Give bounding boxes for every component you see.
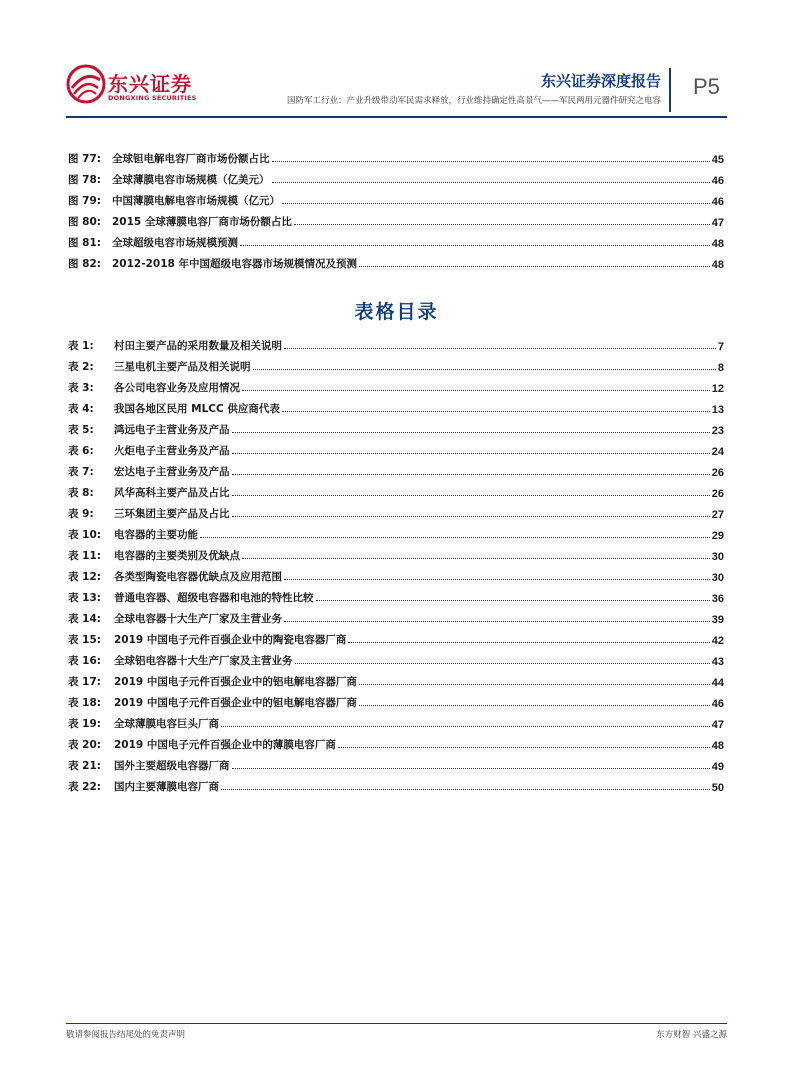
toc-entry[interactable]: [68, 731, 724, 752]
toc-entry-number: 表 21:: [68, 760, 101, 772]
toc-entry-number: 表 22:: [68, 781, 101, 793]
toc-entry-title: 火炬电子主营业务及产品: [114, 445, 230, 457]
toc-entry-title: 三环集团主要产品及占比: [114, 508, 230, 520]
toc-entry-title: 电容器的主要功能: [114, 529, 198, 541]
toc-entry[interactable]: [68, 626, 724, 647]
toc-entry-title: 全球超级电容市场规模预测: [112, 237, 238, 249]
toc-leader-dots: [284, 579, 710, 580]
toc-entry-number: 表 8:: [68, 487, 94, 499]
toc-leader-dots: [359, 705, 710, 706]
toc-entry-number: 表 5:: [68, 424, 94, 436]
toc-entry-title: 鸿远电子主营业务及产品: [114, 424, 230, 436]
toc-entry[interactable]: [68, 229, 724, 250]
toc-entry[interactable]: [68, 208, 724, 229]
toc-entry-page: 29: [711, 530, 724, 542]
toc-entry[interactable]: [68, 332, 724, 353]
toc-entry[interactable]: [68, 584, 724, 605]
logo-text-en: DONGXING SECURITIES: [108, 94, 197, 102]
toc-entry-number: 图 77:: [68, 153, 101, 165]
toc-entry-number: 表 9:: [68, 508, 94, 520]
toc-leader-dots: [232, 432, 710, 433]
toc-entry-page: 46: [711, 698, 724, 710]
toc-entry-number: 表 6:: [68, 445, 94, 457]
report-title: 东兴证券深度报告: [540, 72, 661, 90]
toc-entry-number: 表 4:: [68, 403, 94, 415]
toc-entry-number: 表 10:: [68, 529, 101, 541]
toc-entry-page: 45: [711, 154, 724, 166]
footer-slogan: 东方财智 兴盛之源: [656, 1030, 727, 1040]
toc-entry-title: 2012-2018 年中国超级电容器市场规模情况及预测: [112, 258, 357, 270]
toc-entry-page: 46: [711, 175, 724, 187]
toc-leader-dots: [272, 161, 710, 162]
toc-leader-dots: [294, 224, 710, 225]
toc-leader-dots: [221, 789, 710, 790]
toc-leader-dots: [316, 600, 710, 601]
toc-entry-title: 我国各地区民用 MLCC 供应商代表: [114, 403, 280, 415]
toc-leader-dots: [359, 266, 710, 267]
toc-entry-number: 图 80:: [68, 216, 101, 228]
toc-entry-title: 全球薄膜电容市场规模（亿美元）: [112, 174, 270, 186]
toc-entry[interactable]: [68, 689, 724, 710]
header-rule: [66, 116, 727, 118]
section-title: 表格目录: [354, 301, 439, 323]
logo-text-cn: 东兴证券: [108, 72, 192, 96]
toc-entry-title: 2019 中国电子元件百强企业中的钽电解电容器厂商: [114, 697, 357, 709]
toc-entry-page: 44: [711, 677, 724, 689]
footer-rule: [66, 1023, 727, 1024]
toc-entry[interactable]: [68, 710, 724, 731]
toc-entry-number: 表 2:: [68, 361, 94, 373]
toc-entry-number: 表 16:: [68, 655, 101, 667]
toc-entry-title: 国内主要薄膜电容厂商: [114, 781, 219, 793]
toc-entry-title: 三星电机主要产品及相关说明: [114, 361, 251, 373]
toc-leader-dots: [282, 411, 710, 412]
toc-entry[interactable]: [68, 250, 724, 271]
toc-entry-number: 表 3:: [68, 382, 94, 394]
toc-entry-page: 24: [711, 446, 724, 458]
toc-entry-number: 图 81:: [68, 237, 101, 249]
report-subtitle: 国防军工行业：产业升级带动军民需求释放，行业维持确定性高景气——军民两用元器件研究之电容: [286, 96, 661, 106]
toc-leader-dots: [242, 558, 710, 559]
figure-toc: [68, 145, 724, 271]
toc-entry[interactable]: [68, 752, 724, 773]
toc-entry-title: 2015 全球薄膜电容厂商市场份额占比: [112, 216, 292, 228]
toc-entry-title: 2019 中国电子元件百强企业中的薄膜电容厂商: [114, 739, 336, 751]
toc-entry-number: 表 14:: [68, 613, 101, 625]
toc-entry-page: 42: [711, 635, 724, 647]
toc-leader-dots: [284, 348, 716, 349]
table-toc: [68, 332, 724, 794]
toc-entry[interactable]: [68, 647, 724, 668]
company-logo: [66, 64, 206, 108]
toc-entry-title: 村田主要产品的采用数量及相关说明: [114, 340, 282, 352]
toc-entry[interactable]: [68, 145, 724, 166]
toc-entry[interactable]: [68, 416, 724, 437]
toc-entry-page: 48: [711, 740, 724, 752]
toc-leader-dots: [284, 621, 710, 622]
toc-leader-dots: [272, 182, 710, 183]
toc-entry[interactable]: [68, 353, 724, 374]
toc-entry-page: 50: [711, 782, 724, 794]
toc-entry[interactable]: [68, 542, 724, 563]
toc-entry-page: 36: [711, 593, 724, 605]
toc-entry-page: 8: [717, 362, 724, 374]
toc-entry[interactable]: [68, 374, 724, 395]
header-divider: [669, 68, 671, 112]
toc-leader-dots: [282, 203, 710, 204]
toc-leader-dots: [240, 245, 710, 246]
toc-leader-dots: [232, 495, 710, 496]
toc-entry-number: 表 19:: [68, 718, 101, 730]
logo-emblem-icon: [66, 64, 106, 104]
toc-entry-number: 表 7:: [68, 466, 94, 478]
page-number: P5: [693, 74, 720, 99]
toc-entry-page: 7: [717, 341, 724, 353]
toc-entry-number: 表 1:: [68, 340, 94, 352]
toc-entry-number: 图 78:: [68, 174, 101, 186]
toc-entry-title: 2019 中国电子元件百强企业中的陶瓷电容器厂商: [114, 634, 347, 646]
toc-entry[interactable]: [68, 668, 724, 689]
toc-entry-title: 全球铝电容器十大生产厂家及主营业务: [114, 655, 293, 667]
toc-leader-dots: [242, 390, 710, 391]
toc-leader-dots: [232, 768, 710, 769]
toc-entry-title: 全球钽电解电容厂商市场份额占比: [112, 153, 270, 165]
toc-entry-page: 23: [711, 425, 724, 437]
toc-entry-page: 30: [711, 551, 724, 563]
toc-leader-dots: [295, 663, 710, 664]
toc-leader-dots: [232, 516, 710, 517]
toc-entry[interactable]: [68, 500, 724, 521]
toc-entry-title: 2019 中国电子元件百强企业中的铝电解电容器厂商: [114, 676, 357, 688]
toc-entry-number: 表 13:: [68, 592, 101, 604]
toc-leader-dots: [359, 684, 710, 685]
toc-leader-dots: [200, 537, 710, 538]
toc-leader-dots: [253, 369, 716, 370]
toc-entry[interactable]: [68, 437, 724, 458]
toc-entry-title: 各类型陶瓷电容器优缺点及应用范围: [114, 571, 282, 583]
toc-entry[interactable]: [68, 605, 724, 626]
toc-entry-number: 表 11:: [68, 550, 101, 562]
toc-entry[interactable]: [68, 521, 724, 542]
toc-entry[interactable]: [68, 395, 724, 416]
toc-entry-number: 表 18:: [68, 697, 101, 709]
toc-leader-dots: [232, 453, 710, 454]
toc-entry[interactable]: [68, 187, 724, 208]
toc-entry-number: 图 82:: [68, 258, 101, 270]
toc-entry-title: 全球薄膜电容巨头厂商: [114, 718, 219, 730]
toc-entry-number: 表 12:: [68, 571, 101, 583]
toc-entry-page: 43: [711, 656, 724, 668]
toc-entry-number: 图 79:: [68, 195, 101, 207]
toc-entry-title: 中国薄膜电解电容市场规模（亿元）: [112, 195, 280, 207]
toc-entry-page: 48: [711, 259, 724, 271]
toc-entry[interactable]: [68, 563, 724, 584]
toc-entry-page: 27: [711, 509, 724, 521]
toc-entry-title: 风华高科主要产品及占比: [114, 487, 230, 499]
toc-entry-title: 国外主要超级电容器厂商: [114, 760, 230, 772]
toc-entry-page: 26: [711, 467, 724, 479]
toc-entry-number: 表 17:: [68, 676, 101, 688]
toc-entry-title: 各公司电容业务及应用情况: [114, 382, 240, 394]
toc-leader-dots: [348, 642, 709, 643]
toc-entry-page: 30: [711, 572, 724, 584]
page-header: [0, 0, 793, 125]
toc-leader-dots: [221, 726, 710, 727]
toc-entry-title: 宏达电子主营业务及产品: [114, 466, 230, 478]
toc-entry-page: 39: [711, 614, 724, 626]
toc-entry-page: 13: [711, 404, 724, 416]
toc-entry-page: 26: [711, 488, 724, 500]
toc-entry-page: 48: [711, 238, 724, 250]
toc-entry[interactable]: [68, 458, 724, 479]
toc-entry-number: 表 20:: [68, 739, 101, 751]
toc-entry-title: 电容器的主要类别及优缺点: [114, 550, 240, 562]
toc-entry-page: 47: [711, 217, 724, 229]
toc-entry-page: 12: [711, 383, 724, 395]
toc-entry-title: 全球电容器十大生产厂家及主营业务: [114, 613, 282, 625]
toc-leader-dots: [338, 747, 710, 748]
toc-entry-page: 47: [711, 719, 724, 731]
toc-entry-page: 49: [711, 761, 724, 773]
footer-disclaimer: 敬请参阅报告结尾处的免责声明: [66, 1030, 186, 1040]
toc-leader-dots: [232, 474, 710, 475]
toc-entry[interactable]: [68, 479, 724, 500]
toc-entry-page: 46: [711, 196, 724, 208]
toc-entry-title: 普通电容器、超级电容器和电池的特性比较: [114, 592, 314, 604]
toc-entry[interactable]: [68, 166, 724, 187]
toc-entry[interactable]: [68, 773, 724, 794]
toc-entry-number: 表 15:: [68, 634, 101, 646]
